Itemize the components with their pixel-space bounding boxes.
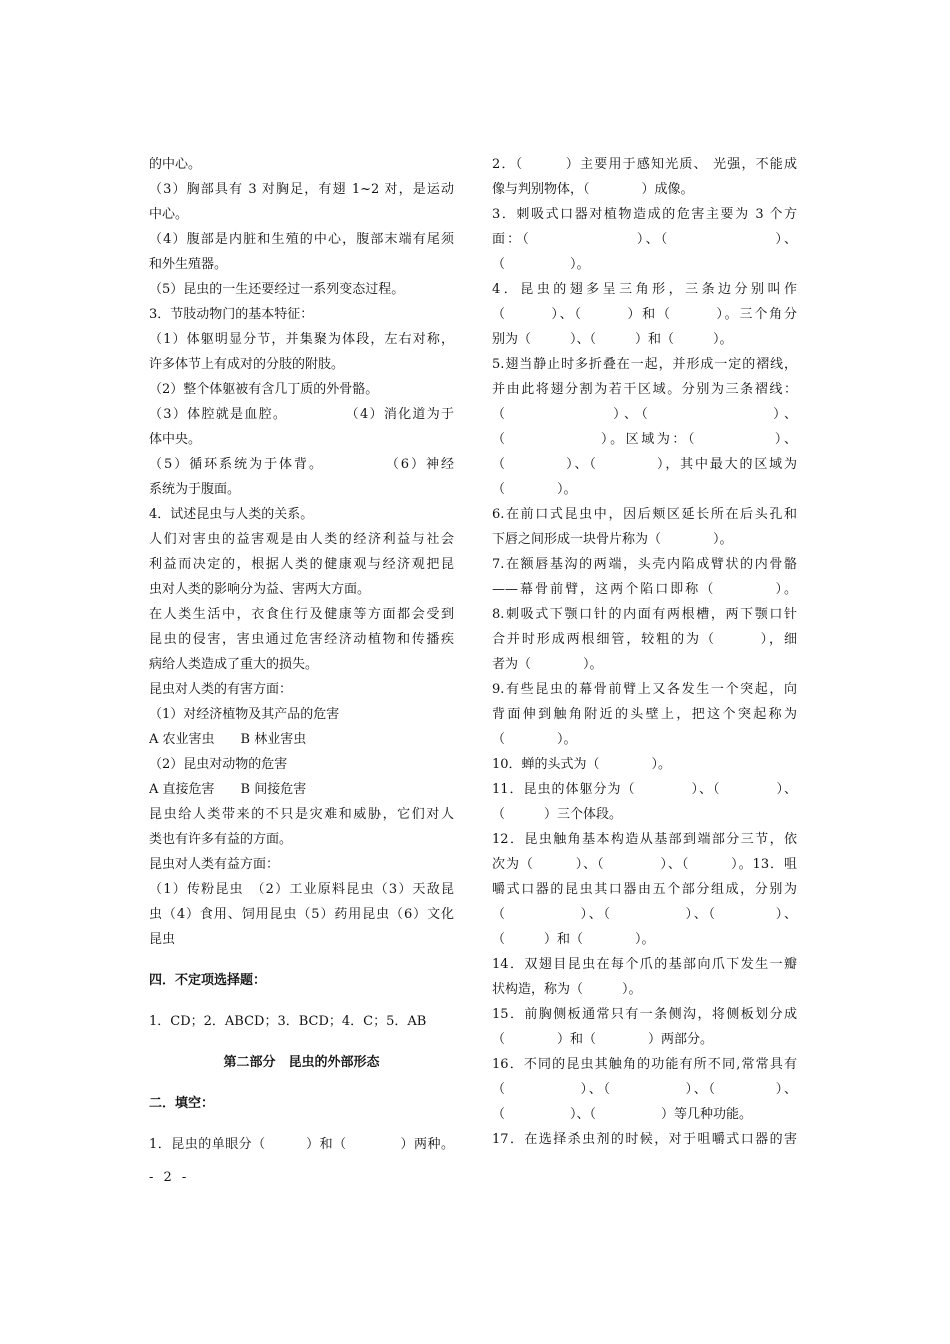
spacer bbox=[149, 1116, 454, 1132]
text-line: A 直接危害 B 间接危害 bbox=[149, 782, 307, 797]
text-line: （1）传粉昆虫 （2）工业原料昆虫（3）天敌昆 bbox=[149, 882, 454, 897]
text-line: 5.翅当静止时多折叠在一起，并形成一定的褶线， bbox=[492, 357, 797, 372]
text-line: 和外生殖器。 bbox=[149, 257, 228, 272]
text-line: 次为（ ）、（ ）、（ ）。13．咀 bbox=[492, 857, 797, 872]
spacer bbox=[149, 952, 454, 968]
text-line: 类也有许多有益的方面。 bbox=[149, 832, 293, 847]
text-line: 16．不同的昆虫其触角的功能有所不同,常常具有 bbox=[492, 1057, 797, 1072]
text-line: （2）昆虫对动物的危害 bbox=[149, 757, 288, 772]
text-line: 嚼式口器的昆虫其口器由五个部分组成，分别为 bbox=[492, 882, 797, 897]
text-line: 许多体节上有成对的分肢的附肢。 bbox=[149, 357, 345, 372]
text-line: 4．试述昆虫与人类的关系。 bbox=[149, 507, 314, 522]
text-line: 虫（4）食用、饲用昆虫（5）药用昆虫（6）文化 bbox=[149, 907, 454, 922]
text-line: 状构造，称为（ ）。 bbox=[492, 982, 642, 997]
text-line: 15．前胸侧板通常只有一条侧沟，将侧板划分成 bbox=[492, 1007, 797, 1022]
text-line: 者为（ ）。 bbox=[492, 657, 603, 672]
text-line: 像与判别物体，（ ）成像。 bbox=[492, 182, 694, 197]
text-line: 别为（ ）、（ ）和（ ）。 bbox=[492, 332, 733, 347]
text-line: 昆虫对人类的有害方面： bbox=[149, 682, 293, 697]
text-line: 7.在额唇基沟的两端，头壳内陷成臂状的内骨骼 bbox=[492, 557, 797, 572]
section-heading: 四．不定项选择题： bbox=[149, 973, 267, 988]
section-heading: 二．填空： bbox=[149, 1096, 215, 1111]
spacer bbox=[149, 993, 454, 1009]
text-line: （ ）。 bbox=[492, 732, 577, 747]
text-line: 合并时形成两根细管，较粗的为（ ），细 bbox=[492, 632, 797, 647]
text-line: （ ）、（ ）和（ ）。三个角分 bbox=[492, 307, 797, 322]
text-line: 并由此将翅分割为若干区域。分别为三条褶线： bbox=[492, 382, 797, 397]
text-line: 中心。 bbox=[149, 207, 189, 222]
text-line: 17．在选择杀虫剂的时候，对于咀嚼式口器的害 bbox=[492, 1132, 797, 1147]
left-column bbox=[149, 152, 454, 1157]
text-line: 昆虫给人类带来的不只是灾难和威胁，它们对人 bbox=[149, 807, 454, 822]
text-line: A 农业害虫 B 林业害虫 bbox=[149, 732, 307, 747]
text-line: 昆虫对人类有益方面： bbox=[149, 857, 280, 872]
text-line: （ ）三个体段。 bbox=[492, 807, 623, 822]
text-line: 1．CD；2．ABCD；3．BCD；4．C；5．AB bbox=[149, 1014, 427, 1029]
text-line: 在人类生活中，衣食住行及健康等方面都会受到 bbox=[149, 607, 454, 622]
text-line: （1）对经济植物及其产品的危害 bbox=[149, 707, 340, 722]
text-line: 人们对害虫的益害观是由人类的经济利益与社会 bbox=[149, 532, 454, 547]
text-line: 8.刺吸式下颚口针的内面有两根槽，两下颚口针 bbox=[492, 607, 797, 622]
text-line: （ ）。区域为：（ ）、 bbox=[492, 432, 797, 447]
text-line: （ ）。 bbox=[492, 257, 590, 272]
text-line: 14．双翅目昆虫在每个爪的基部向爪下发生一瓣 bbox=[492, 957, 797, 972]
text-line: （ ）、（ ）、（ ）、 bbox=[492, 907, 797, 922]
spacer bbox=[149, 1034, 454, 1050]
text-line: 12．昆虫触角基本构造从基部到端部分三节，依 bbox=[492, 832, 797, 847]
text-line: 利益而决定的，根据人类的健康观与经济观把昆 bbox=[149, 557, 454, 572]
text-line: （4）腹部是内脏和生殖的中心，腹部末端有尾须 bbox=[149, 232, 454, 247]
text-line: 3．节肢动物门的基本特征： bbox=[149, 307, 314, 322]
text-line: （ ）、（ ）、 bbox=[492, 407, 797, 422]
text-line: 虫对人类的影响分为益、害两大方面。 bbox=[149, 582, 371, 597]
text-line: 昆虫的侵害，害虫通过危害经济动植物和传播疾 bbox=[149, 632, 454, 647]
text-line: （3）体腔就是血腔。 （4）消化道为于 bbox=[149, 407, 454, 422]
text-line: 昆虫 bbox=[149, 932, 176, 947]
text-line: 病给人类造成了重大的损失。 bbox=[149, 657, 319, 672]
text-line: 4．昆虫的翅多呈三角形，三条边分别叫作 bbox=[492, 282, 797, 297]
text-line: （ ）和（ ）。 bbox=[492, 932, 655, 947]
text-line: （ ）、（ ），其中最大的区域为 bbox=[492, 457, 797, 472]
text-line: 6.在前口式昆虫中，因后颊区延长所在后头孔和 bbox=[492, 507, 797, 522]
text-line: （5）循环系统为于体背。 （6）神经 bbox=[149, 457, 454, 472]
text-line: 面：（ ）、（ ）、 bbox=[492, 232, 797, 247]
spacer bbox=[149, 1075, 454, 1091]
text-line: （1）体躯明显分节，并集聚为体段，左右对称， bbox=[149, 332, 454, 347]
text-line: （ ）和（ ）两部分。 bbox=[492, 1032, 714, 1047]
page-number: - 2 - bbox=[149, 1170, 190, 1185]
text-line: 3．刺吸式口器对植物造成的危害主要为 3 个方 bbox=[492, 207, 797, 222]
text-line: （5）昆虫的一生还要经过一系列变态过程。 bbox=[149, 282, 405, 297]
text-line: （2）整个体躯被有含几丁质的外骨骼。 bbox=[149, 382, 379, 397]
text-line: 下唇之间形成一块骨片称为（ ）。 bbox=[492, 532, 733, 547]
text-line: 的中心。 bbox=[149, 157, 202, 172]
text-line: （3）胸部具有 3 对胸足，有翅 1~2 对，是运动 bbox=[149, 182, 454, 197]
text-line: （ ）。 bbox=[492, 482, 577, 497]
text-line: 9.有些昆虫的幕骨前臂上又各发生一个突起，向 bbox=[492, 682, 797, 697]
text-line: ——幕骨前臂，这两个陷口即称（ ）。 bbox=[492, 582, 797, 597]
text-line: 系统为于腹面。 bbox=[149, 482, 241, 497]
text-line: 11．昆虫的体躯分为（ ）、（ ）、 bbox=[492, 782, 797, 797]
text-line: 体中央。 bbox=[149, 432, 202, 447]
text-line: 背面伸到触角附近的头壁上，把这个突起称为 bbox=[492, 707, 797, 722]
text-line: 10．蝉的头式为（ ）。 bbox=[492, 757, 672, 772]
text-line: （ ）、（ ）、（ ）、 bbox=[492, 1082, 797, 1097]
text-line: 2．（ ）主要用于感知光质、 光强，不能成 bbox=[492, 157, 797, 172]
text-line: （ ）、（ ）等几种功能。 bbox=[492, 1107, 753, 1122]
part-title: 第二部分 昆虫的外部形态 bbox=[223, 1055, 380, 1070]
text-line: 1．昆虫的单眼分（ ）和（ ）两种。 bbox=[149, 1137, 454, 1152]
right-column bbox=[492, 152, 797, 1152]
